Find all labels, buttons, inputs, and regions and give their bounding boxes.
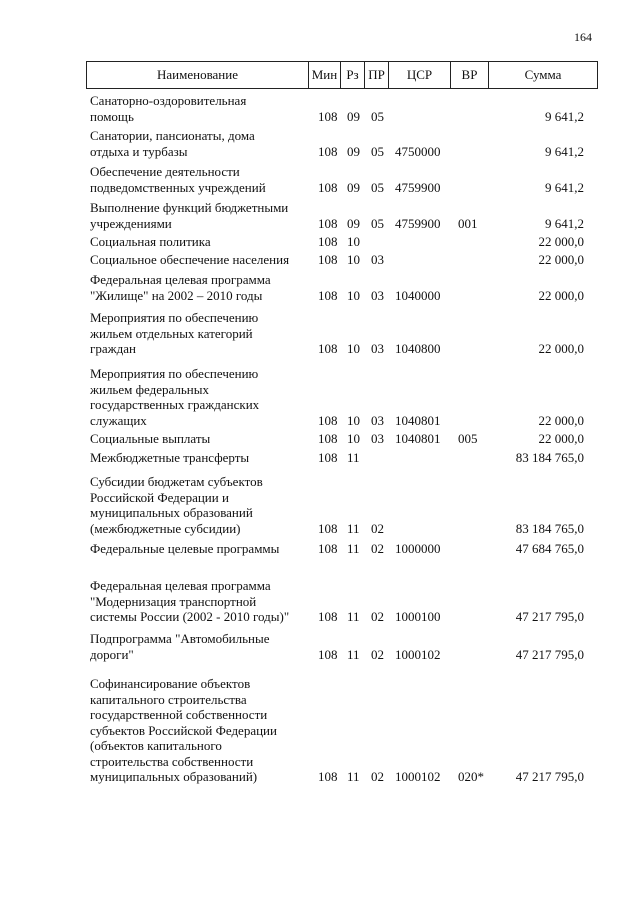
row-rz: 09 [347, 179, 360, 195]
row-name-line: Санаторно-оздоровительная [90, 93, 247, 108]
row-min: 108 [318, 108, 338, 124]
row-name-line: (межбюджетные субсидии) [90, 520, 241, 536]
row-csr: 1040800 [395, 341, 441, 356]
row-rz: 09 [347, 143, 360, 159]
row-name-line: Санатории, пансионаты, дома [90, 128, 255, 143]
header-rz: Рз [341, 62, 365, 88]
row-pr: 05 [371, 215, 384, 231]
row-sum: 22 000,0 [538, 287, 584, 303]
row-name-line: капитального строительства [90, 691, 247, 707]
row-csr: 4759900 [395, 215, 441, 231]
row-name-line: системы России (2002 - 2010 годы)" [90, 609, 290, 624]
row-sum: 47 217 795,0 [515, 609, 584, 624]
row-csr: 1000102 [395, 646, 441, 662]
row-sum: 83 184 765,0 [515, 520, 584, 536]
table-row [0, 252, 640, 268]
row-name-line: граждан [90, 341, 136, 356]
row-name-line: государственных гражданских [90, 397, 260, 412]
table-row [0, 128, 640, 159]
row-name-line: Межбюджетные трансферты [90, 450, 250, 465]
table-row [0, 164, 640, 195]
row-pr: 03 [371, 431, 384, 446]
row-rz: 09 [347, 108, 360, 124]
row-name-line: Субсидии бюджетам субъектов [90, 474, 263, 489]
row-csr: 1040801 [395, 412, 441, 428]
row-min: 108 [318, 541, 338, 556]
header-pr: ПР [365, 62, 389, 88]
row-name-line: жильем федеральных [90, 381, 209, 397]
row-min: 108 [318, 234, 338, 249]
table-row [0, 234, 640, 250]
row-pr: 03 [371, 412, 384, 428]
row-name-line: государственной собственности [90, 707, 268, 722]
row-min: 108 [318, 252, 338, 267]
row-min: 108 [318, 431, 338, 446]
row-rz: 11 [347, 609, 360, 624]
row-sum: 83 184 765,0 [515, 450, 584, 465]
row-vr: 020* [458, 769, 484, 784]
row-name-line: Обеспечение деятельности [90, 164, 240, 179]
page-number: 164 [574, 30, 592, 44]
row-rz: 10 [347, 341, 360, 356]
row-vr: 005 [458, 431, 478, 446]
header-vr: ВР [451, 62, 489, 88]
row-name-line: Социальная политика [90, 234, 211, 249]
row-rz: 10 [347, 412, 360, 428]
row-name-line: служащих [90, 412, 147, 428]
row-pr: 05 [371, 108, 384, 124]
table-row [0, 93, 640, 124]
row-name-line: муниципальных образований) [90, 769, 258, 784]
row-pr: 02 [371, 609, 384, 624]
header-csr: ЦСР [389, 62, 451, 88]
row-min: 108 [318, 143, 338, 159]
row-rz: 11 [347, 520, 360, 536]
row-sum: 22 000,0 [538, 234, 584, 249]
row-vr: 001 [458, 215, 478, 231]
table-row [0, 578, 640, 625]
row-rz: 09 [347, 215, 360, 231]
row-pr: 03 [371, 341, 384, 356]
row-name-line: Федеральные целевые программы [90, 541, 280, 556]
row-sum: 47 217 795,0 [515, 646, 584, 662]
row-min: 108 [318, 609, 338, 624]
row-name-line: жильем отдельных категорий [90, 325, 253, 341]
table-row [0, 366, 640, 428]
row-sum: 47 684 765,0 [515, 541, 584, 556]
row-name-line: отдыха и турбазы [90, 143, 188, 159]
row-name-line: строительства собственности [90, 753, 254, 769]
row-sum: 9 641,2 [545, 143, 584, 159]
row-name-line: Мероприятия по обеспечению [90, 366, 259, 381]
table-header [86, 61, 598, 89]
row-name-line: Федеральная целевая программа [90, 272, 271, 287]
row-name-line: учреждениями [90, 215, 172, 231]
row-sum: 22 000,0 [538, 412, 584, 428]
row-name-line: дороги" [90, 646, 134, 662]
row-rz: 11 [347, 541, 360, 556]
row-pr: 02 [371, 520, 384, 536]
row-name-line: Социальные выплаты [90, 431, 211, 446]
row-csr: 4759900 [395, 179, 441, 195]
row-min: 108 [318, 179, 338, 195]
row-min: 108 [318, 450, 338, 465]
row-name-line: помощь [90, 108, 134, 124]
row-rz: 11 [347, 769, 360, 784]
row-name-line: субъектов Российской Федерации [90, 722, 277, 738]
table-row [0, 431, 640, 447]
row-min: 108 [318, 341, 338, 356]
row-rz: 11 [347, 450, 360, 465]
row-sum: 9 641,2 [545, 108, 584, 124]
row-csr: 4750000 [395, 143, 441, 159]
row-sum: 22 000,0 [538, 431, 584, 446]
row-name-line: Социальное обеспечение населения [90, 252, 290, 267]
row-name-line: "Модернизация транспортной [90, 593, 257, 609]
row-min: 108 [318, 769, 338, 784]
row-name-line: "Жилище" на 2002 – 2010 годы [90, 287, 263, 303]
row-min: 108 [318, 412, 338, 428]
row-name-line: (объектов капитального [90, 738, 222, 753]
row-name-line: Мероприятия по обеспечению [90, 310, 259, 325]
row-rz: 11 [347, 646, 360, 662]
row-rz: 10 [347, 431, 360, 446]
row-pr: 02 [371, 541, 384, 556]
header-min: Мин [309, 62, 341, 88]
row-name-line: Софинансирование объектов [90, 676, 251, 691]
row-sum: 22 000,0 [538, 252, 584, 267]
row-sum: 9 641,2 [545, 215, 584, 231]
row-csr: 1000000 [395, 541, 441, 556]
row-min: 108 [318, 520, 338, 536]
row-name-line: подведомственных учреждений [90, 179, 266, 195]
table-row [0, 450, 640, 466]
row-pr: 02 [371, 769, 384, 784]
table-row [0, 272, 640, 303]
row-sum: 22 000,0 [538, 341, 584, 356]
row-name-line: Выполнение функций бюджетными [90, 200, 289, 215]
row-min: 108 [318, 215, 338, 231]
row-pr: 02 [371, 646, 384, 662]
row-pr: 03 [371, 287, 384, 303]
row-sum: 9 641,2 [545, 179, 584, 195]
row-csr: 1040000 [395, 287, 441, 303]
row-pr: 05 [371, 179, 384, 195]
row-rz: 10 [347, 234, 360, 249]
header-name: Наименование [87, 62, 309, 88]
row-pr: 03 [371, 252, 384, 267]
row-rz: 10 [347, 287, 360, 303]
table-row [0, 631, 640, 662]
row-min: 108 [318, 646, 338, 662]
row-min: 108 [318, 287, 338, 303]
row-rz: 10 [347, 252, 360, 267]
row-csr: 1040801 [395, 431, 441, 446]
table-row [0, 676, 640, 785]
table-row [0, 200, 640, 231]
table-row [0, 310, 640, 357]
header-sum: Сумма [524, 67, 562, 82]
row-name-line: Российской Федерации и [90, 489, 229, 505]
row-name-line: Федеральная целевая программа [90, 578, 271, 593]
row-sum: 47 217 795,0 [515, 769, 584, 784]
row-csr: 1000100 [395, 609, 441, 624]
table-row [0, 541, 640, 557]
row-csr: 1000102 [395, 769, 441, 784]
row-name-line: Подпрограмма "Автомобильные [90, 631, 270, 646]
row-pr: 05 [371, 143, 384, 159]
table-row [0, 474, 640, 536]
row-name-line: муниципальных образований [90, 505, 253, 520]
